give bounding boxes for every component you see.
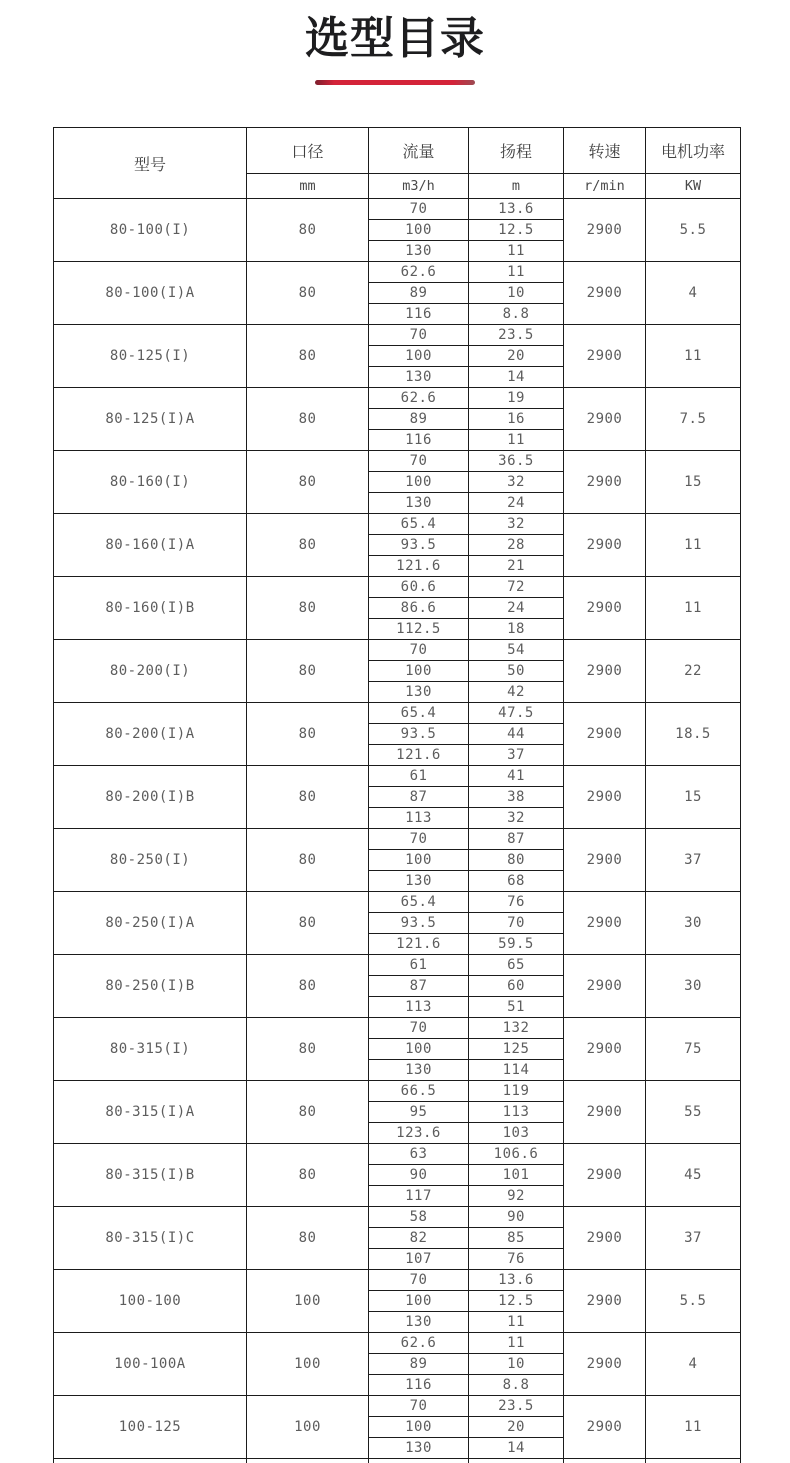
table-row (54, 514, 741, 535)
empty-cell (247, 1459, 369, 1463)
flow-cell: 89 (369, 1354, 469, 1375)
table-row (54, 829, 741, 850)
power-cell: 15 (646, 766, 741, 829)
head-cell: 23.5 (469, 1396, 564, 1417)
flow-cell: 93.5 (369, 724, 469, 745)
head-cell: 11 (469, 430, 564, 451)
model-cell: 100-100A (54, 1333, 247, 1396)
header-bore: 口径 (247, 128, 369, 174)
flow-cell: 58 (369, 1207, 469, 1228)
power-cell: 37 (646, 829, 741, 892)
power-cell: 55 (646, 1081, 741, 1144)
power-cell: 4 (646, 262, 741, 325)
head-cell: 119 (469, 1081, 564, 1102)
flow-cell: 82 (369, 1228, 469, 1249)
head-cell: 21 (469, 556, 564, 577)
flow-cell: 107 (369, 1249, 469, 1270)
speed-cell: 2900 (564, 262, 646, 325)
header-power: 电机功率 (646, 128, 741, 174)
head-cell: 80 (469, 850, 564, 871)
model-cell: 80-100(I) (54, 199, 247, 262)
head-cell: 41 (469, 766, 564, 787)
bore-cell: 100 (247, 1333, 369, 1396)
power-cell: 75 (646, 1018, 741, 1081)
model-cell: 80-315(I) (54, 1018, 247, 1081)
empty-cell (469, 1459, 564, 1463)
head-cell: 28 (469, 535, 564, 556)
model-cell: 80-315(I)A (54, 1081, 247, 1144)
head-cell: 32 (469, 808, 564, 829)
power-cell: 11 (646, 514, 741, 577)
flow-cell: 100 (369, 1039, 469, 1060)
head-cell: 106.6 (469, 1144, 564, 1165)
flow-cell: 60.6 (369, 577, 469, 598)
head-cell: 10 (469, 1354, 564, 1375)
speed-cell: 2900 (564, 451, 646, 514)
table-row-clipped (54, 1459, 741, 1463)
page-title: 选型目录 (305, 13, 485, 64)
head-cell: 8.8 (469, 1375, 564, 1396)
bore-cell: 80 (247, 514, 369, 577)
head-cell: 11 (469, 262, 564, 283)
flow-cell: 116 (369, 1375, 469, 1396)
flow-cell: 65.4 (369, 892, 469, 913)
bore-cell: 80 (247, 829, 369, 892)
head-cell: 16 (469, 409, 564, 430)
flow-cell: 61 (369, 955, 469, 976)
flow-cell: 123.6 (369, 1123, 469, 1144)
flow-cell: 130 (369, 871, 469, 892)
flow-cell: 95 (369, 1102, 469, 1123)
model-cell: 80-160(I) (54, 451, 247, 514)
power-cell: 5.5 (646, 199, 741, 262)
flow-cell: 89 (369, 283, 469, 304)
header-speed-unit: r/min (564, 174, 646, 199)
flow-cell: 70 (369, 829, 469, 850)
flow-cell: 62.6 (369, 262, 469, 283)
power-cell: 11 (646, 325, 741, 388)
flow-cell: 63 (369, 1144, 469, 1165)
catalog-table-wrapper (53, 127, 742, 1463)
speed-cell: 2900 (564, 1333, 646, 1396)
model-cell: 80-125(I)A (54, 388, 247, 451)
bore-cell: 80 (247, 640, 369, 703)
flow-cell: 100 (369, 472, 469, 493)
flow-cell: 89 (369, 409, 469, 430)
table-row (54, 199, 741, 220)
model-cell: 80-250(I)A (54, 892, 247, 955)
head-cell: 19 (469, 388, 564, 409)
speed-cell: 2900 (564, 325, 646, 388)
model-cell: 80-250(I)B (54, 955, 247, 1018)
head-cell: 23.5 (469, 325, 564, 346)
power-cell: 37 (646, 1207, 741, 1270)
speed-cell: 2900 (564, 1396, 646, 1459)
bore-cell: 80 (247, 1081, 369, 1144)
head-cell: 8.8 (469, 304, 564, 325)
power-cell: 11 (646, 577, 741, 640)
bore-cell: 80 (247, 262, 369, 325)
model-cell: 80-315(I)B (54, 1144, 247, 1207)
model-cell: 80-160(I)A (54, 514, 247, 577)
bore-cell: 80 (247, 451, 369, 514)
flow-cell: 70 (369, 325, 469, 346)
header-head: 扬程 (469, 128, 564, 174)
head-cell: 37 (469, 745, 564, 766)
bore-cell: 80 (247, 766, 369, 829)
head-cell: 90 (469, 1207, 564, 1228)
flow-cell: 113 (369, 997, 469, 1018)
head-cell: 44 (469, 724, 564, 745)
empty-cell (564, 1459, 646, 1463)
speed-cell: 2900 (564, 766, 646, 829)
flow-cell: 70 (369, 1018, 469, 1039)
model-cell: 80-200(I) (54, 640, 247, 703)
bore-cell: 80 (247, 388, 369, 451)
model-cell: 100-125 (54, 1396, 247, 1459)
speed-cell: 2900 (564, 955, 646, 1018)
bore-cell: 80 (247, 1144, 369, 1207)
header-head-unit: m (469, 174, 564, 199)
speed-cell: 2900 (564, 199, 646, 262)
flow-cell: 61 (369, 766, 469, 787)
speed-cell: 2900 (564, 703, 646, 766)
head-cell: 20 (469, 1417, 564, 1438)
empty-cell (369, 1459, 469, 1463)
table-row (54, 388, 741, 409)
head-cell: 13.6 (469, 1270, 564, 1291)
head-cell: 14 (469, 1438, 564, 1459)
header-flow-unit: m3/h (369, 174, 469, 199)
speed-cell: 2900 (564, 577, 646, 640)
speed-cell: 2900 (564, 1207, 646, 1270)
flow-cell: 100 (369, 1291, 469, 1312)
head-cell: 32 (469, 514, 564, 535)
table-row (54, 892, 741, 913)
table-row (54, 640, 741, 661)
table-row (54, 325, 741, 346)
flow-cell: 130 (369, 1438, 469, 1459)
head-cell: 132 (469, 1018, 564, 1039)
flow-cell: 90 (369, 1165, 469, 1186)
table-row (54, 577, 741, 598)
flow-cell: 65.4 (369, 514, 469, 535)
flow-cell: 113 (369, 808, 469, 829)
head-cell: 60 (469, 976, 564, 997)
flow-cell: 70 (369, 1270, 469, 1291)
head-cell: 36.5 (469, 451, 564, 472)
head-cell: 54 (469, 640, 564, 661)
table-row (54, 1144, 741, 1165)
flow-cell: 70 (369, 451, 469, 472)
model-cell: 80-200(I)A (54, 703, 247, 766)
flow-cell: 62.6 (369, 1333, 469, 1354)
flow-cell: 130 (369, 493, 469, 514)
table-row (54, 1396, 741, 1417)
power-cell: 15 (646, 451, 741, 514)
bore-cell: 80 (247, 199, 369, 262)
flow-cell: 70 (369, 1396, 469, 1417)
header-row-names (54, 128, 741, 174)
head-cell: 42 (469, 682, 564, 703)
flow-cell: 121.6 (369, 556, 469, 577)
model-cell: 80-250(I) (54, 829, 247, 892)
header-model: 型号 (54, 128, 247, 199)
speed-cell: 2900 (564, 892, 646, 955)
head-cell: 50 (469, 661, 564, 682)
power-cell: 30 (646, 892, 741, 955)
speed-cell: 2900 (564, 1018, 646, 1081)
flow-cell: 130 (369, 1312, 469, 1333)
power-cell: 5.5 (646, 1270, 741, 1333)
model-cell: 80-125(I) (54, 325, 247, 388)
head-cell: 125 (469, 1039, 564, 1060)
bore-cell: 100 (247, 1270, 369, 1333)
head-cell: 24 (469, 493, 564, 514)
bore-cell: 80 (247, 577, 369, 640)
flow-cell: 116 (369, 304, 469, 325)
empty-cell (54, 1459, 247, 1463)
head-cell: 103 (469, 1123, 564, 1144)
header-power-unit: KW (646, 174, 741, 199)
flow-cell: 100 (369, 850, 469, 871)
speed-cell: 2900 (564, 388, 646, 451)
bore-cell: 80 (247, 1207, 369, 1270)
flow-cell: 130 (369, 682, 469, 703)
table-row (54, 1018, 741, 1039)
model-cell: 80-315(I)C (54, 1207, 247, 1270)
model-cell: 80-100(I)A (54, 262, 247, 325)
flow-cell: 121.6 (369, 934, 469, 955)
power-cell: 4 (646, 1333, 741, 1396)
speed-cell: 2900 (564, 1081, 646, 1144)
head-cell: 68 (469, 871, 564, 892)
table-row (54, 451, 741, 472)
flow-cell: 121.6 (369, 745, 469, 766)
head-cell: 114 (469, 1060, 564, 1081)
speed-cell: 2900 (564, 829, 646, 892)
flow-cell: 130 (369, 367, 469, 388)
flow-cell: 93.5 (369, 535, 469, 556)
head-cell: 18 (469, 619, 564, 640)
flow-cell: 100 (369, 661, 469, 682)
speed-cell: 2900 (564, 640, 646, 703)
bore-cell: 80 (247, 955, 369, 1018)
power-cell: 45 (646, 1144, 741, 1207)
speed-cell: 2900 (564, 514, 646, 577)
head-cell: 11 (469, 241, 564, 262)
table-header (54, 128, 741, 199)
power-cell: 18.5 (646, 703, 741, 766)
head-cell: 12.5 (469, 1291, 564, 1312)
head-cell: 24 (469, 598, 564, 619)
table-row (54, 262, 741, 283)
power-cell: 11 (646, 1396, 741, 1459)
head-cell: 12.5 (469, 220, 564, 241)
head-cell: 76 (469, 892, 564, 913)
model-cell: 80-160(I)B (54, 577, 247, 640)
power-cell: 7.5 (646, 388, 741, 451)
flow-cell: 100 (369, 1417, 469, 1438)
flow-cell: 112.5 (369, 619, 469, 640)
header-speed: 转速 (564, 128, 646, 174)
bore-cell: 80 (247, 1018, 369, 1081)
bore-cell: 80 (247, 892, 369, 955)
empty-cell (646, 1459, 741, 1463)
bore-cell: 100 (247, 1396, 369, 1459)
flow-cell: 86.6 (369, 598, 469, 619)
head-cell: 59.5 (469, 934, 564, 955)
head-cell: 14 (469, 367, 564, 388)
head-cell: 32 (469, 472, 564, 493)
model-cell: 80-200(I)B (54, 766, 247, 829)
speed-cell: 2900 (564, 1144, 646, 1207)
flow-cell: 100 (369, 346, 469, 367)
head-cell: 10 (469, 283, 564, 304)
power-cell: 22 (646, 640, 741, 703)
head-cell: 113 (469, 1102, 564, 1123)
selection-catalog-table (53, 127, 741, 1463)
head-cell: 38 (469, 787, 564, 808)
head-cell: 87 (469, 829, 564, 850)
table-row (54, 703, 741, 724)
head-cell: 76 (469, 1249, 564, 1270)
table-row (54, 1207, 741, 1228)
head-cell: 11 (469, 1333, 564, 1354)
flow-cell: 130 (369, 1060, 469, 1081)
head-cell: 51 (469, 997, 564, 1018)
flow-cell: 87 (369, 976, 469, 997)
flow-cell: 65.4 (369, 703, 469, 724)
header-flow: 流量 (369, 128, 469, 174)
head-cell: 11 (469, 1312, 564, 1333)
flow-cell: 100 (369, 220, 469, 241)
flow-cell: 130 (369, 241, 469, 262)
flow-cell: 87 (369, 787, 469, 808)
flow-cell: 66.5 (369, 1081, 469, 1102)
bore-cell: 80 (247, 325, 369, 388)
head-cell: 47.5 (469, 703, 564, 724)
flow-cell: 70 (369, 199, 469, 220)
table-row (54, 1270, 741, 1291)
table-row (54, 955, 741, 976)
table-row (54, 766, 741, 787)
head-cell: 13.6 (469, 199, 564, 220)
flow-cell: 93.5 (369, 913, 469, 934)
table-row (54, 1333, 741, 1354)
bore-cell: 80 (247, 703, 369, 766)
head-cell: 20 (469, 346, 564, 367)
flow-cell: 117 (369, 1186, 469, 1207)
table-body (54, 199, 741, 1463)
title-accent-divider (315, 80, 475, 85)
head-cell: 85 (469, 1228, 564, 1249)
speed-cell: 2900 (564, 1270, 646, 1333)
power-cell: 30 (646, 955, 741, 1018)
header-bore-unit: mm (247, 174, 369, 199)
model-cell: 100-100 (54, 1270, 247, 1333)
flow-cell: 62.6 (369, 388, 469, 409)
head-cell: 101 (469, 1165, 564, 1186)
flow-cell: 116 (369, 430, 469, 451)
head-cell: 65 (469, 955, 564, 976)
flow-cell: 70 (369, 640, 469, 661)
head-cell: 72 (469, 577, 564, 598)
head-cell: 92 (469, 1186, 564, 1207)
head-cell: 70 (469, 913, 564, 934)
table-row (54, 1081, 741, 1102)
